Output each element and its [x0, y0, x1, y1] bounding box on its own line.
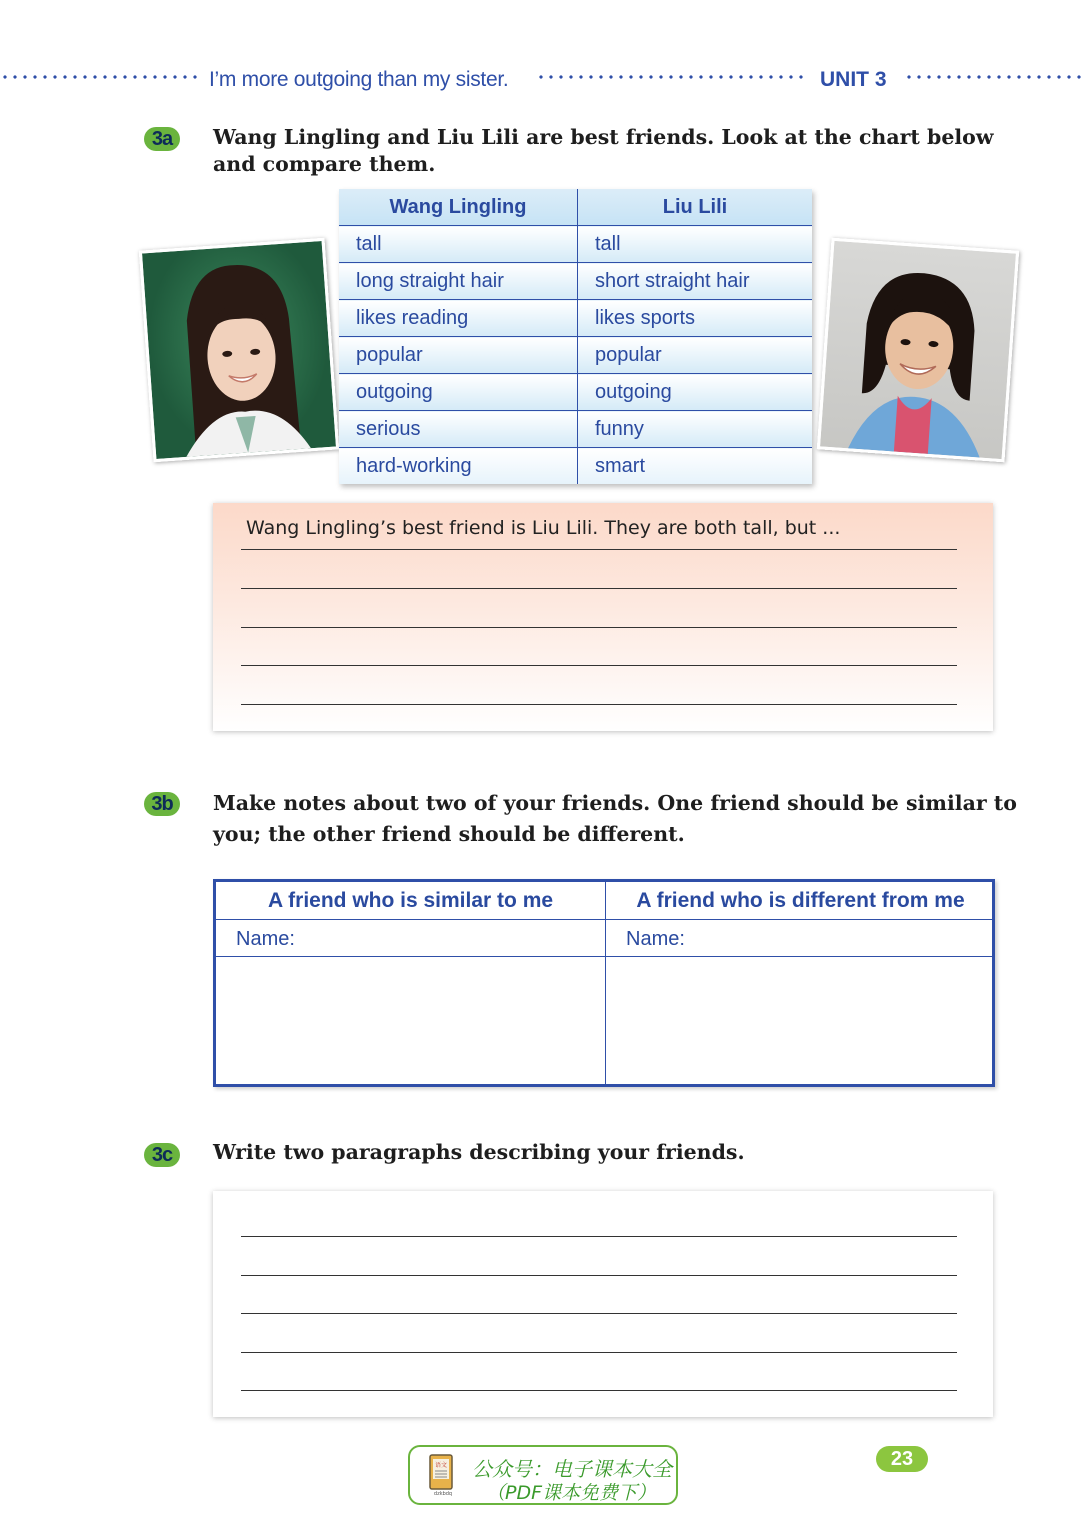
- instruction-3b-line2: you; the other friend should be different.: [213, 822, 685, 846]
- friends-notes-table: [213, 879, 995, 1087]
- name-field-different[interactable]: [606, 919, 995, 957]
- column-similar-friend: [216, 882, 605, 1084]
- header-dots-right: [904, 74, 1087, 80]
- badge-3b: 3b: [144, 792, 180, 816]
- chart-header-liu: Liu Lili: [578, 189, 813, 226]
- chart-cell-wang: tall: [339, 226, 578, 263]
- instruction-3c: Write two paragraphs describing your friends.: [213, 1140, 745, 1164]
- chart-cell-liu: smart: [578, 448, 813, 485]
- instruction-3b: [213, 788, 1033, 850]
- writing-line: [241, 1275, 957, 1276]
- girl-short-hair-illustration: [820, 241, 1016, 459]
- column-different-friend: [605, 882, 995, 1084]
- chart-cell-wang: popular: [339, 337, 578, 374]
- name-label: Name:: [236, 928, 295, 950]
- writing-line: [241, 1236, 957, 1237]
- badge-3c: 3c: [144, 1143, 180, 1167]
- chart-cell-wang: likes reading: [339, 300, 578, 337]
- writing-area-3c[interactable]: [213, 1191, 993, 1417]
- girl-long-hair-illustration: [142, 241, 336, 459]
- instruction-3a-line1: Wang Lingling and Liu Lili are best friends. Look at the chart below: [213, 125, 994, 149]
- chart-cell-wang: serious: [339, 411, 578, 448]
- notes-area-similar[interactable]: [216, 957, 605, 1084]
- chart-row: [339, 411, 812, 448]
- page-header: [0, 66, 1087, 96]
- chart-row: [339, 263, 812, 300]
- chart-cell-liu: popular: [578, 337, 813, 374]
- chart-row: [339, 226, 812, 263]
- watermark-stamp: [408, 1445, 678, 1505]
- comparison-chart: [339, 189, 812, 484]
- writing-line: [241, 1313, 957, 1314]
- chart-header-row: [339, 189, 812, 226]
- writing-line: [241, 549, 957, 550]
- notes-area-different[interactable]: [606, 957, 995, 1084]
- writing-line: [241, 1390, 957, 1391]
- header-subtitle: I’m more outgoing than my sister.: [209, 68, 509, 91]
- chart-row: [339, 337, 812, 374]
- writing-line: [241, 627, 957, 628]
- svg-text:语文: 语文: [434, 1462, 448, 1469]
- stamp-line2: （PDF课本免费下）: [486, 1482, 657, 1504]
- header-dots-middle: [536, 74, 804, 80]
- chart-row: [339, 448, 812, 485]
- writing-area-3a[interactable]: [213, 503, 993, 731]
- chart-cell-liu: tall: [578, 226, 813, 263]
- writing-line: [241, 588, 957, 589]
- instruction-3a: [213, 122, 1003, 180]
- header-dots-left: [0, 74, 202, 80]
- header-different-friend: A friend who is different from me: [606, 882, 995, 920]
- chart-header-wang: Wang Lingling: [339, 189, 578, 226]
- chart-cell-wang: hard-working: [339, 448, 578, 485]
- name-field-similar[interactable]: [216, 919, 605, 957]
- instruction-3b-line1: Make notes about two of your friends. One friend should be similar to: [213, 791, 1017, 815]
- header-similar-friend: A friend who is similar to me: [216, 882, 605, 920]
- writing-line: [241, 704, 957, 705]
- chart-cell-liu: short straight hair: [578, 263, 813, 300]
- writing-prompt-3a: Wang Lingling’s best friend is Liu Lili. They are both tall, but ...: [246, 517, 841, 539]
- chart-cell-wang: outgoing: [339, 374, 578, 411]
- chart-cell-liu: likes sports: [578, 300, 813, 337]
- writing-line: [241, 1352, 957, 1353]
- chart-row: [339, 374, 812, 411]
- svg-text:dzkbdq: dzkbdq: [433, 1491, 453, 1497]
- name-label: Name:: [626, 928, 685, 950]
- photo-liu-lili: [817, 238, 1019, 463]
- page-number: 23: [876, 1446, 928, 1472]
- photo-wang-lingling: [139, 238, 339, 462]
- badge-3a: 3a: [144, 127, 180, 151]
- chart-row: [339, 300, 812, 337]
- book-phone-icon: [426, 1453, 456, 1497]
- chart-cell-wang: long straight hair: [339, 263, 578, 300]
- writing-line: [241, 665, 957, 666]
- chart-cell-liu: funny: [578, 411, 813, 448]
- instruction-3a-line2: and compare them.: [213, 152, 436, 176]
- stamp-line1: 公众号：电子课本大全: [472, 1457, 672, 1481]
- unit-label: UNIT 3: [820, 68, 887, 91]
- chart-cell-liu: outgoing: [578, 374, 813, 411]
